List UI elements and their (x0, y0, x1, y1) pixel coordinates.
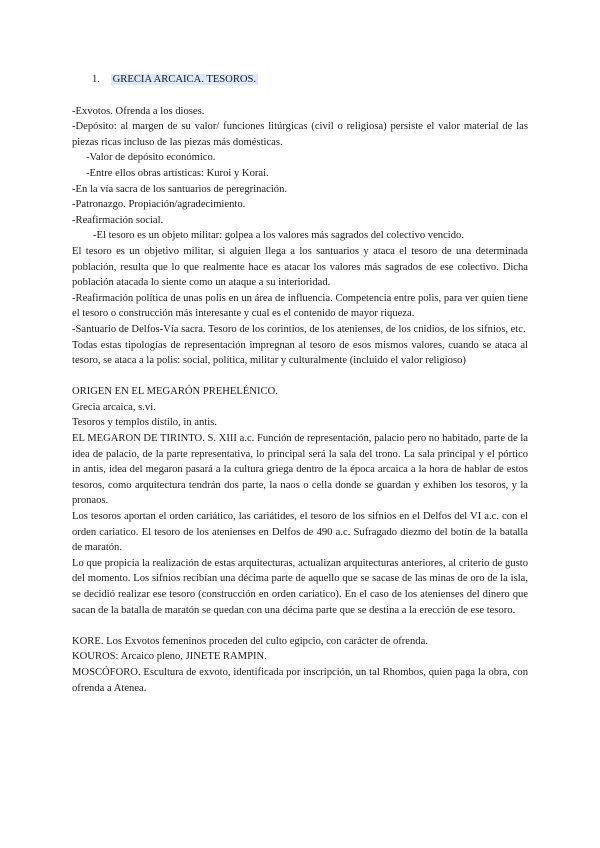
paragraph: MOSCÓFORO. Escultura de exvoto, identificada por inscripción, un tal Rhombos, quien paga la obra, con ofrenda a Atenea. (72, 666, 528, 694)
heading-number: 1. (92, 74, 100, 85)
paragraph: KORE. Los Exvotos femeninos proceden del culto egipcio, con carácter de ofrenda. (72, 635, 428, 647)
paragraph: -Depósito: al margen de su valor/ funciones litúrgicas (civil o religiosa) persiste el valor material de las piezas ricas incluso de las piezas más domésticas. (72, 121, 528, 148)
document-page (72, 72, 528, 696)
paragraph: KOUROS: Arcaico pleno, JINETE RAMPIN. (72, 651, 267, 663)
paragraph: EL MEGARON DE TIRINTO. S. XIII a.c. Función de representación, palacio pero no habitado, parte de la idea de palacio, de la parte representativa, lo principal será la sala del trono. La sala principal y el pórtico in antis, idea del megaron pasará a la cultura griega dentro de la época arcaica a la hora de hablar de estos tesoros, como arquitectura tendrán dos parte, la naos o cella donde se guardan y exhiben los tesoros, y la pronaos. (72, 433, 528, 507)
paragraph: Todas estas tipologías de representación impregnan al tesoro de esos mismos valores, cuando se ataca al tesoro, se ataca a la polis: social, política, militar y culturalmente (incluido el valor religioso) (72, 339, 528, 367)
paragraph: -Entre ellos obras artísticas: Kuroi y Korai. (86, 167, 269, 179)
paragraph: Los tesoros aportan el orden cariático, las cariátides, el tesoro de los sifnios en el Delfos del VI a.c. con el orden cariatico. El tesoro de los atenienses en Delfos de 490 a.c. Sufragado diezmo del botín de la batalla de maratón. (72, 511, 528, 554)
heading-title: GRECIA ARCAICA. TESOROS. (112, 74, 257, 85)
section-subheading: ORIGEN EN EL MEGARÓN PREHELÉNICO. (72, 386, 278, 398)
paragraph: Lo que propicia la realización de estas arquitecturas, actualizan arquitecturas anteriores, al criterio de gusto del momento. Los sifnios recibían una décima parte de aquello que se sacase de las minas de oro de la isla, se decidió realizar ese tesoro (construcción en orden cariatico). En el caso de los atenienses del dinero que sacan de la batalla de maratón se quedan con una décima parte que se destina a la erección de ese tesoro. (72, 557, 528, 616)
paragraph: -Reafirmación política de unas polis en un área de influencia. Competencia entre polis, para ver quien tiene el tesoro o construcción más interesante y cual es el contenido de mayor riqueza. (72, 292, 528, 320)
paragraph: -Patronazgo. Propiación/agradecimiento. (72, 199, 246, 211)
paragraph: -En la vía sacra de los santuarios de peregrinación. (72, 183, 288, 195)
paragraph: -El tesoro es un objeto militar: golpea a los valores más sagrados del colectivo vencido. (93, 230, 464, 242)
spacer (72, 369, 528, 385)
section-heading (92, 72, 528, 88)
paragraph: -Reafirmación social. (72, 214, 164, 226)
paragraph: Grecia arcaica, s.vi. (72, 401, 156, 413)
paragraph: El tesoro es un objetivo militar, si alguien llega a los santuarios y ataca el tesoro de una determinada población, resulta que lo que realmente hace es atacar los valores más sagrados de ese colectivo. Dicha población atacada lo siente como un ataque a su interioridad. (72, 245, 528, 289)
spacer (72, 618, 528, 634)
paragraph: -Valor de depósito económico. (86, 152, 216, 164)
paragraph: Tesoros y templos dístilo, in antis. (72, 417, 217, 429)
paragraph: -Santuario de Delfos-Vía sacra. Tesoro de los corintios, de los atenienses, de los cnidios, de los sifnios, etc. (72, 323, 526, 335)
paragraph: -Exvotos. Ofrenda a los dioses. (72, 105, 205, 117)
